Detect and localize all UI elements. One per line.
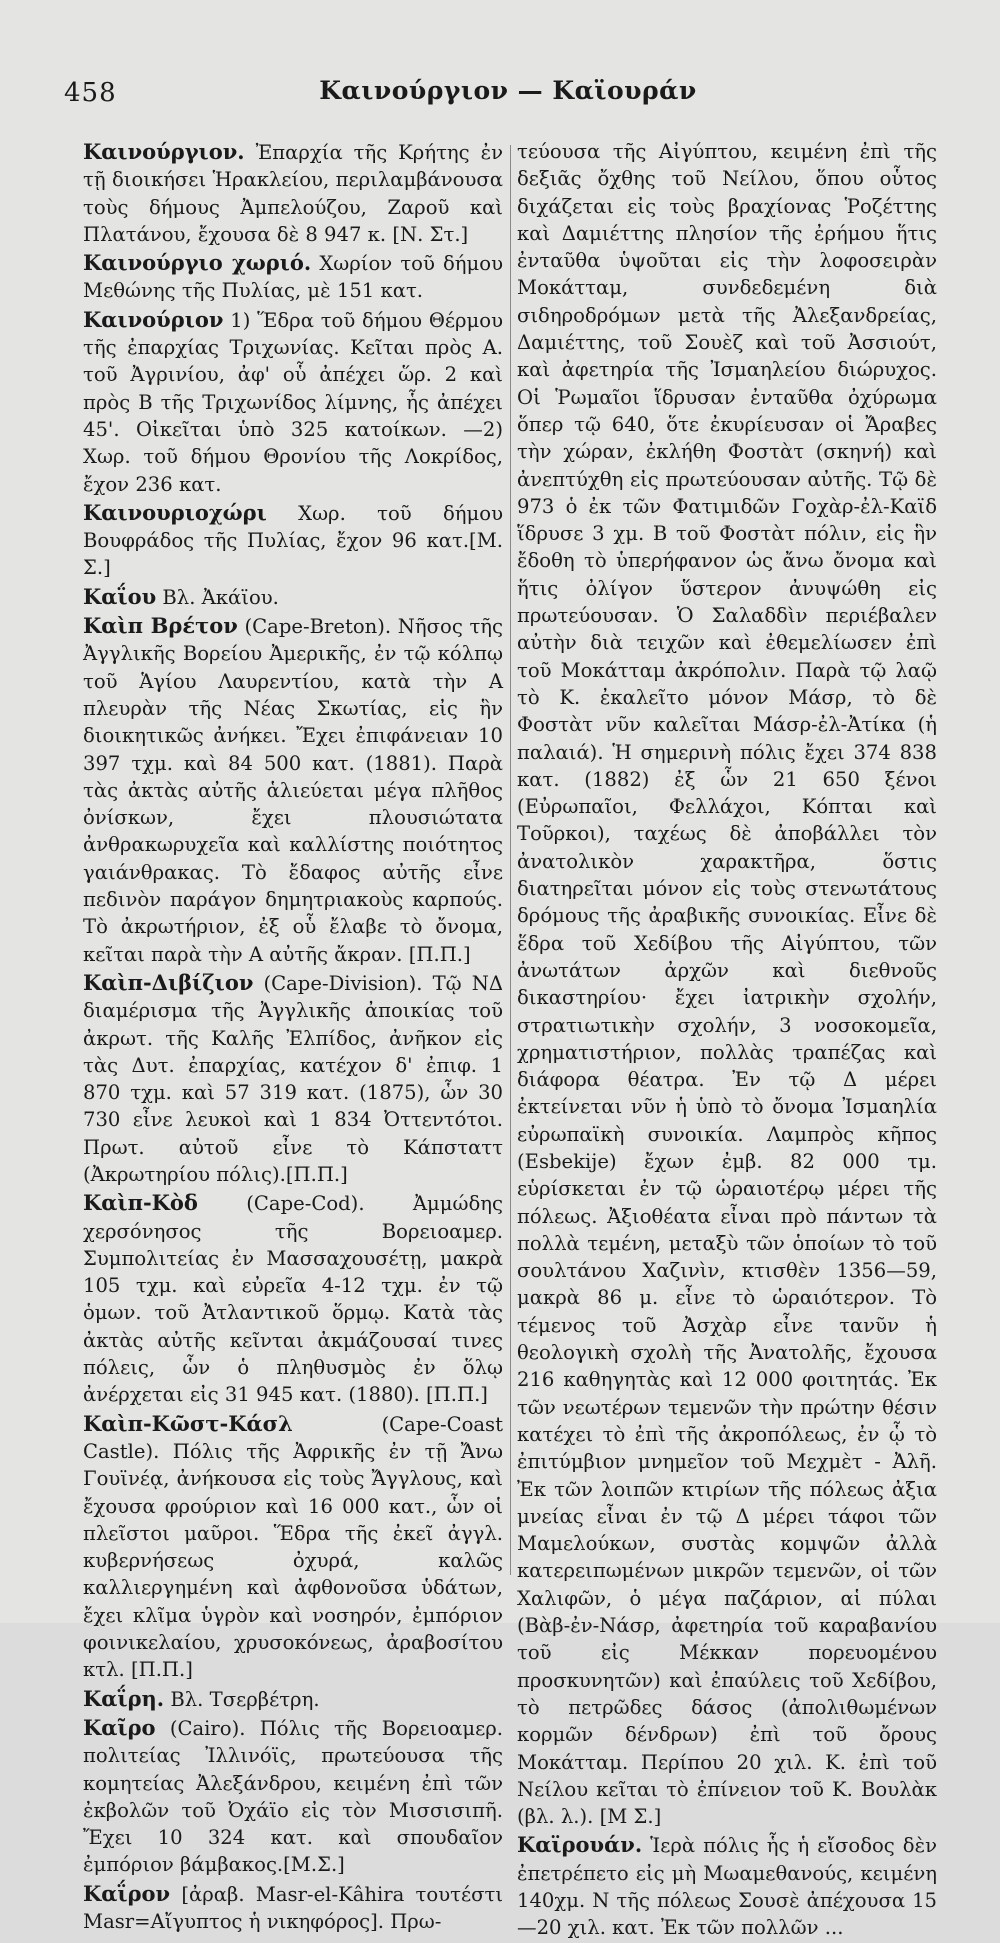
running-head: Καινούργιον — Καϊουράν <box>319 76 697 105</box>
entry-text: Χωρ. τοῦ δήμου Βουφράδος τῆς Πυλίας, ἔχον 96 κατ.[Μ. Σ.] <box>83 501 503 580</box>
entry-text: Βλ. Ἀκάϊου. <box>156 585 279 609</box>
dictionary-entry <box>83 138 503 248</box>
dictionary-entry <box>83 1410 503 1684</box>
dictionary-entry <box>83 1189 503 1408</box>
entry-headword: Καὶπ-Κὸδ <box>83 1190 198 1216</box>
dictionary-entry <box>83 499 503 582</box>
entry-headword: Καΐρον <box>83 1880 171 1906</box>
entry-headword: Καινούργιον. <box>83 139 245 164</box>
entry-headword: Καΐου <box>83 583 157 609</box>
dictionary-entry <box>83 969 503 1188</box>
right-column <box>517 138 937 1943</box>
entry-text: (Cape-Cod). Ἀμμώδης χερσόνησος τῆς Βορειοαμερ. Συμπολιτείας ἐν Μασσαχουσέτῃ, μακρὰ 105 τχμ. καὶ εὐρεῖα 4-12 τχμ. ἐν τῷ ὁμων. τοῦ Ἀτλαντικοῦ ὅρμῳ. Κατὰ τὰς ἀκτὰς αὐτῆς κεῖνται ἀκμάζουσαί τινες πόλεις, ὧν ὁ πληθυσμὸς ἐν ὅλῳ ἀνέρχεται εἰς 31 945 κατ. (1880). [Π.Π.] <box>83 1192 503 1407</box>
page-header <box>64 78 952 118</box>
dictionary-entry <box>83 306 503 498</box>
entry-text: Βλ. Τσερβέτρη. <box>164 1687 320 1711</box>
entry-text: τεύουσα τῆς Αἰγύπτου, κειμένη ἐπὶ τῆς δεξιᾶς ὄχθης τοῦ Νείλου, ὅπου οὗτος διχάζεται εἰς τοὺς βραχίονας Ῥοζέττης καὶ Δαμιέττης πλησίον τῆς ἐρήμου ἥτις ἐνταῦθα ὑψοῦται εἰς τὴν λοφοσειρὰν Μοκάτταμ, συνδεδεμένη διὰ σιδηροδρόμων μετὰ τῆς Ἀλεξανδρείας, Δαμιέττης, τοῦ Σουὲζ καὶ τοῦ Ἀσσιούτ, καὶ ἀφετηρία τῆς Ἰσμαηλείου διώρυχος. Οἱ Ῥωμαῖοι ἵδρυσαν ἐνταῦθα ὀχύρωμα ὅπερ τῷ 640, ὅτε ἐκυρίευσαν οἱ Ἄραβες τὴν χώραν, ἐκλήθη Φοστὰτ (σκηνή) καὶ ἀνεπτύχθη εἰς πρωτεύουσαν αὐτῆς. Τῷ δὲ 973 ὁ ἐκ τῶν Φατιμιδῶν Γοχὰρ-ἐλ-Καϊδ ἵδρυσε 3 χμ. Β τοῦ Φοστὰτ πόλιν, εἰς ἣν ἔδοθη τὸ ὑπερήφανον ὡς ἄνω ὄνομα καὶ ἥτις ὀλίγον ὕστερον ἀνυψώθη εἰς πρωτεύουσαν. Ὁ Σαλαδδὶν περιέβαλεν αὐτὴν διὰ τειχῶν καὶ ἐθεμελίωσεν ἐπὶ τοῦ Μοκάτταμ ἀκρόπολιν. Παρὰ τῷ λαῷ τὸ Κ. ἐκαλεῖτο μόνον Μάσρ, τὸ δὲ Φοστὰτ νῦν καλεῖται Μάσρ-ἐλ-Ἀτίκα (ἡ παλαιά). Ἡ σημερινὴ πόλις ἔχει 374 838 κατ. (1882) ἐξ ὧν 21 650 ξένοι (Εὐρωπαῖοι, Φελλάχοι, Κόπται καὶ Τοῦρκοι), ταχέως δὲ ἀποβάλλει τὸν ἀνατολικὸν χαρακτῆρα, ὅστις διατηρεῖται μόνον εἰς τοὺς στενωτάτους δρόμους τῆς ἀραβικῆς συνοικίας. Εἶνε δὲ ἕδρα τοῦ Χεδίβου τῆς Αἰγύπτου, τῶν ἀνωτάτων ἀρχῶν καὶ διεθνοῦς δικαστηρίου· ἔχει ἰατρικὴν σχολήν, στρατιωτικὴν σχολήν, 3 νοσοκομεῖα, χρηματιστήριον, πολλὰς τραπέζας καὶ διάφορα θέατρα. Ἐν τῷ Δ μέρει ἐκτείνεται νῦν ἡ ὑπὸ τὸ ὄνομα Ἰσμαηλία εὐρωπαϊκὴ συνοικία. Λαμπρὸς κῆπος (Esbekije) ἔχων ἐμβ. 82 000 τμ. εὑρίσκεται ἐν τῷ ὡραιοτέρῳ μέρει τῆς πόλεως. Ἀξιοθέατα εἶναι πρὸ πάντων τὰ πολλὰ τεμένη, μεταξὺ τῶν ὁποίων τὸ τοῦ σουλτάνου Χαζινὶν, κτισθὲν 1356—59, μακρὰ 86 μ. εἶνε τὸ ὡραιότερον. Τὸ τέμενος τοῦ Ἀσχὰρ εἶνε τανῦν ἡ θεολογικὴ σχολὴ τῆς Ἀνατολῆς, ἔχουσα 216 καθηγητὰς καὶ 12 000 φοιτητάς. Ἐκ τῶν νεωτέρων τεμενῶν τὴν πρώτην θέσιν κατέχει τὸ ἐπὶ τῆς ἀκροπόλεως, ἐν ᾧ τὸ ἐπιτύμβιον μνημεῖον τοῦ Μεχμὲτ - Ἀλῆ. Ἐκ τῶν λοιπῶν κτιρίων τῆς πόλεως ἀξια μνείας εἶναι ἐν τῷ Δ μέρει τάφοι τῶν Μαμελούκων, συστὰς κομψῶν ἀλλὰ κατερειπωμένων μικρῶν τεμενῶν, οἱ τῶν Χαλιφῶν, ὁ μέγα παζάριον, αἱ πύλαι (Βὰβ-ἐν-Νάσρ, ἀφετηρία τοῦ καραβανίου τοῦ εἰς Μέκκαν πορευομένου προσκυνητῶν) καὶ ἐπαύλεις τοῦ Χεδίβου, τὸ πετρῶδες δάσος (ἀπολιθωμένων κορμῶν δένδρων) ἐπὶ τοῦ ὄρους Μοκάτταμ. Περίπου 20 χιλ. Κ. ἐπὶ τοῦ Νείλου κεῖται τὸ ἐπίνειον τοῦ Κ. Βουλὰκ (βλ. λ.). [Μ Σ.] <box>517 140 937 1829</box>
entry-headword: Καὶπ-Διβίζιον <box>83 969 254 995</box>
entry-headword: Καὶπ Βρέτον <box>83 613 238 639</box>
dictionary-entry <box>517 138 937 1830</box>
entry-text: (Cairo). Πόλις τῆς Βορειοαμερ. πολιτείας Ἰλλινόϊς, πρωτεύουσα τῆς κομητείας Ἀλεξάνδρου, κειμένη ἐπὶ τῶν ἐκβολῶν τοῦ Ὀχάϊο εἰς τὸν Μισσισιπῆ. Ἔχει 10 324 κατ. καὶ σπουδαῖον ἐμπόριον βάμβακος.[Μ.Σ.] <box>83 1716 503 1877</box>
entry-text: Χωρίον τοῦ δήμου Μεθώνης τῆς Πυλίας, μὲ 151 κατ. <box>83 252 503 303</box>
entry-text: Ἱερὰ πόλις ἧς ἡ εἴσοδος δὲν ἐπετρέπετο εἰς μὴ Μωαμεθανούς, κειμένη 140χμ. Ν τῆς πόλεως Σουσὲ ἀπέχουσα 15—20 χιλ. κατ. Ἐκ τῶν πολλῶν ... <box>517 1834 937 1940</box>
entry-headword: Καὶπ-Κῶστ-Κάσλ <box>83 1410 293 1436</box>
dictionary-entry <box>83 1714 503 1879</box>
entry-headword: Καϊρουάν. <box>517 1832 643 1858</box>
dictionary-entry <box>83 249 503 305</box>
entry-text: Ἐπαρχία τῆς Κρήτης ἐν τῇ διοικήσει Ἡρακλείου, περιλαμβάνουσα τοὺς δήμους Ἀμπελούζου, Ζαροῦ καὶ Πλατάνου, ἔχουσα δὲ 8 947 κ. [Ν. Στ.] <box>83 141 503 246</box>
dictionary-entry <box>517 1831 937 1941</box>
column-divider <box>510 145 511 1575</box>
dictionary-entry <box>83 583 503 611</box>
dictionary-entry <box>83 1685 503 1713</box>
left-column <box>83 138 503 1936</box>
entry-text: (Cape-Coast Castle). Πόλις τῆς Ἀφρικῆς ἐν τῇ Ἄνω Γουϊνέᾳ, ἀνήκουσα εἰς τοὺς Ἄγγλους, καὶ ἔχουσα φρούριον καὶ 16 000 κατ., ὧν οἱ πλεῖστοι μαῦροι. Ἕδρα τῆς ἐκεῖ ἀγγλ. κυβερνήσεως ὀχυρά, καλῶς καλλιεργημένη καὶ ἀφθονοῦσα ὑδάτων, ἔχει κλῖμα ὑγρὸν καὶ νοσηρόν, ἐμπόριον φοινικελαίου, χρυσοκόνεως, ἀραβοσίτου κτλ. [Π.Π.] <box>83 1412 503 1682</box>
entry-text: [ἀραβ. Masr-el-Kâhira τουτέστι Masr=Αἴγυπτος ἡ νικηφόρος]. Πρω- <box>83 1882 503 1933</box>
entry-headword: Καινούριον <box>83 306 224 332</box>
entry-headword: Καινούργιο χωριό. <box>83 250 312 276</box>
entry-text: (Cape-Division). Τῷ ΝΔ διαμέρισμα τῆς Ἀγγλικῆς ἀποικίας τοῦ ἀκρωτ. τῆς Καλῆς Ἐλπίδος, ἀνῆκον εἰς τὰς Δυτ. ἐπαρχίας, κατέχον δ' ἐπιφ. 1 870 τχμ. καὶ 57 319 κατ. (1875), ὧν 30 730 εἶνε λευκοὶ καὶ 1 834 Ὀττεντότοι. Πρωτ. αὐτοῦ εἶνε τὸ Κάπσταττ (Ἀκρωτηρίου πόλις).[Π.Π.] <box>83 971 503 1186</box>
dictionary-entry <box>83 1880 503 1936</box>
entry-text: (Cape-Breton). Νῆσος τῆς Ἀγγλικῆς Βορείου Ἀμερικῆς, ἐν τῷ κόλπῳ τοῦ Ἁγίου Λαυρεντίου, κατὰ τὴν Α πλευρὰν τῆς Νέας Σκωτίας, εἰς ἣν διοικητικῶς ἀνήκει. Ἔχει ἐπιφάνειαν 10 397 τχμ. καὶ 84 500 κατ. (1881). Παρὰ τὰς ἀκτὰς αὐτῆς ἁλιεύεται μέγα πλῆθος ὀνίσκων, ἔχει πλουσιώτατα ἀνθρακωρυχεῖα καὶ καλλίστης ποιότητος γαιάνθρακας. Τὸ ἔδαφος αὐτῆς εἶνε πεδινὸν παράγον δημητριακοὺς καρπούς. Τὸ ἀκρωτήριον, ἐξ οὗ ἔλαβε τὸ ὄνομα, κεῖται παρὰ τὴν Α αὐτῆς ἄκραν. [Π.Π.] <box>83 615 503 966</box>
entry-headword: Καῖρο <box>83 1714 156 1740</box>
dictionary-entry <box>83 612 503 968</box>
entry-text: 1) Ἕδρα τοῦ δήμου Θέρμου τῆς ἐπαρχίας Τριχωνίας. Κεῖται πρὸς Α. τοῦ Ἀγρινίου, ἀφ' οὗ ἀπέχει ὥρ. 2 καὶ πρὸς Β τῆς Τριχωνίδος λίμνης, ἧς ἀπέχει 45'. Οἰκεῖται ὑπὸ 325 κατοίκων. —2) Χωρ. τοῦ δήμου Θρονίου τῆς Λοκρίδος, ἔχον 236 κατ. <box>83 308 503 496</box>
page-number: 458 <box>64 78 117 108</box>
entry-headword: Καινουριοχώρι <box>83 499 267 525</box>
entry-headword: Καΐρη. <box>83 1685 165 1711</box>
